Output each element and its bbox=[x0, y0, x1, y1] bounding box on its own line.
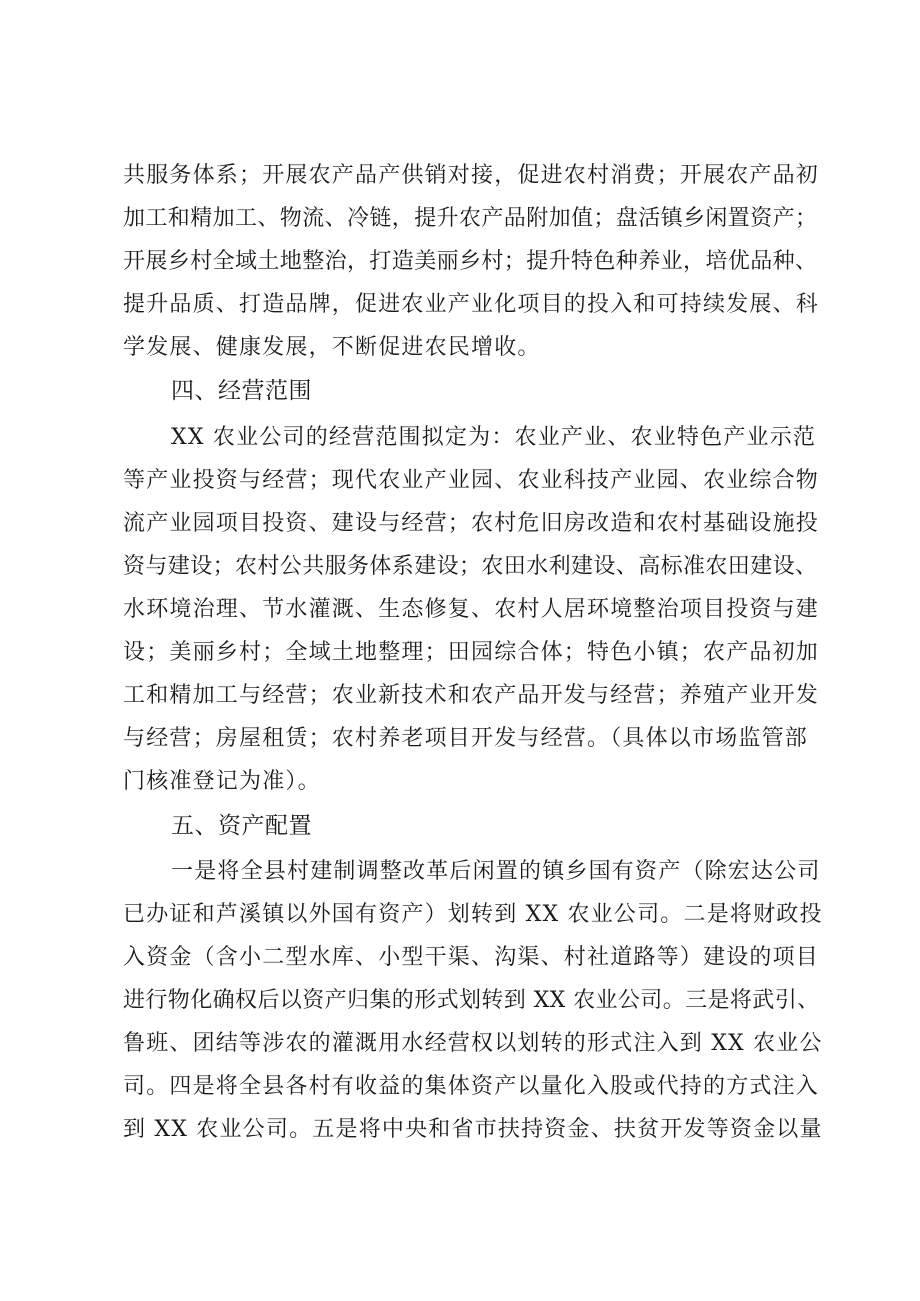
paragraph-line: 共服务体系；开展农产品产供销对接，促进农村消费；开展农产品初 bbox=[123, 163, 820, 188]
paragraph-line: XX 农业公司的经营范围拟定为：农业产业、农业特色产业示范 bbox=[171, 425, 817, 450]
section-heading-business-scope: 四、经营范围 bbox=[171, 378, 312, 404]
paragraph-line: 鲁班、团结等涉农的灌溉用水经营权以划转的形式注入到 XX 农业公 bbox=[123, 1031, 823, 1056]
paragraph-line: 资与建设；农村公共服务体系建设；农田水利建设、高标准农田建设、 bbox=[123, 554, 818, 579]
paragraph-line: 等产业投资与经营；现代农业产业园、农业科技产业园、农业综合物 bbox=[123, 468, 820, 493]
paragraph-line: 提升品质、打造品牌，促进农业产业化项目的投入和可持续发展、科 bbox=[123, 292, 820, 317]
paragraph-line: 设；美丽乡村；全域土地整理；田园综合体；特色小镇；农产品初加 bbox=[123, 640, 820, 665]
paragraph-line: 一是将全县村建制调整改革后闲置的镇乡国有资产（除宏达公司 bbox=[171, 859, 821, 884]
paragraph-line: 学发展、健康发展，不断促进农民增收。 bbox=[123, 335, 541, 360]
paragraph-line: 已办证和芦溪镇以外国有资产）划转到 XX 农业公司。二是将财政投 bbox=[123, 902, 823, 927]
paragraph-line: 门核准登记为准）。 bbox=[123, 769, 321, 794]
paragraph-line: 到 XX 农业公司。五是将中央和省市扶持资金、扶贫开发等资金以量 bbox=[123, 1117, 823, 1142]
paragraph-line: 开展乡村全域土地整治，打造美丽乡村；提升特色种养业，培优品种、 bbox=[123, 249, 818, 274]
paragraph-line: 与经营；房屋租赁；农村养老项目开发与经营。（具体以市场监管部 bbox=[123, 726, 809, 751]
paragraph-line: 进行物化确权后以资产归集的形式划转到 XX 农业公司。三是将武引、 bbox=[123, 988, 820, 1013]
paragraph-line: 工和精加工与经营；农业新技术和农产品开发与经营；养殖产业开发 bbox=[123, 683, 820, 708]
paragraph-line: 加工和精加工、物流、冷链，提升农产品附加值；盘活镇乡闲置资产； bbox=[123, 206, 818, 231]
section-heading-asset-allocation: 五、资产配置 bbox=[171, 813, 312, 839]
paragraph-line: 水环境治理、节水灌溉、生态修复、农村人居环境整治项目投资与建 bbox=[123, 597, 820, 622]
paragraph-line: 流产业园项目投资、建设与经营；农村危旧房改造和农村基础设施投 bbox=[123, 511, 820, 536]
paragraph-line: 入资金（含小二型水库、小型干渠、沟渠、村社道路等）建设的项目 bbox=[123, 945, 820, 970]
paragraph-line: 司。四是将全县各村有收益的集体资产以量化入股或代持的方式注入 bbox=[123, 1074, 820, 1099]
